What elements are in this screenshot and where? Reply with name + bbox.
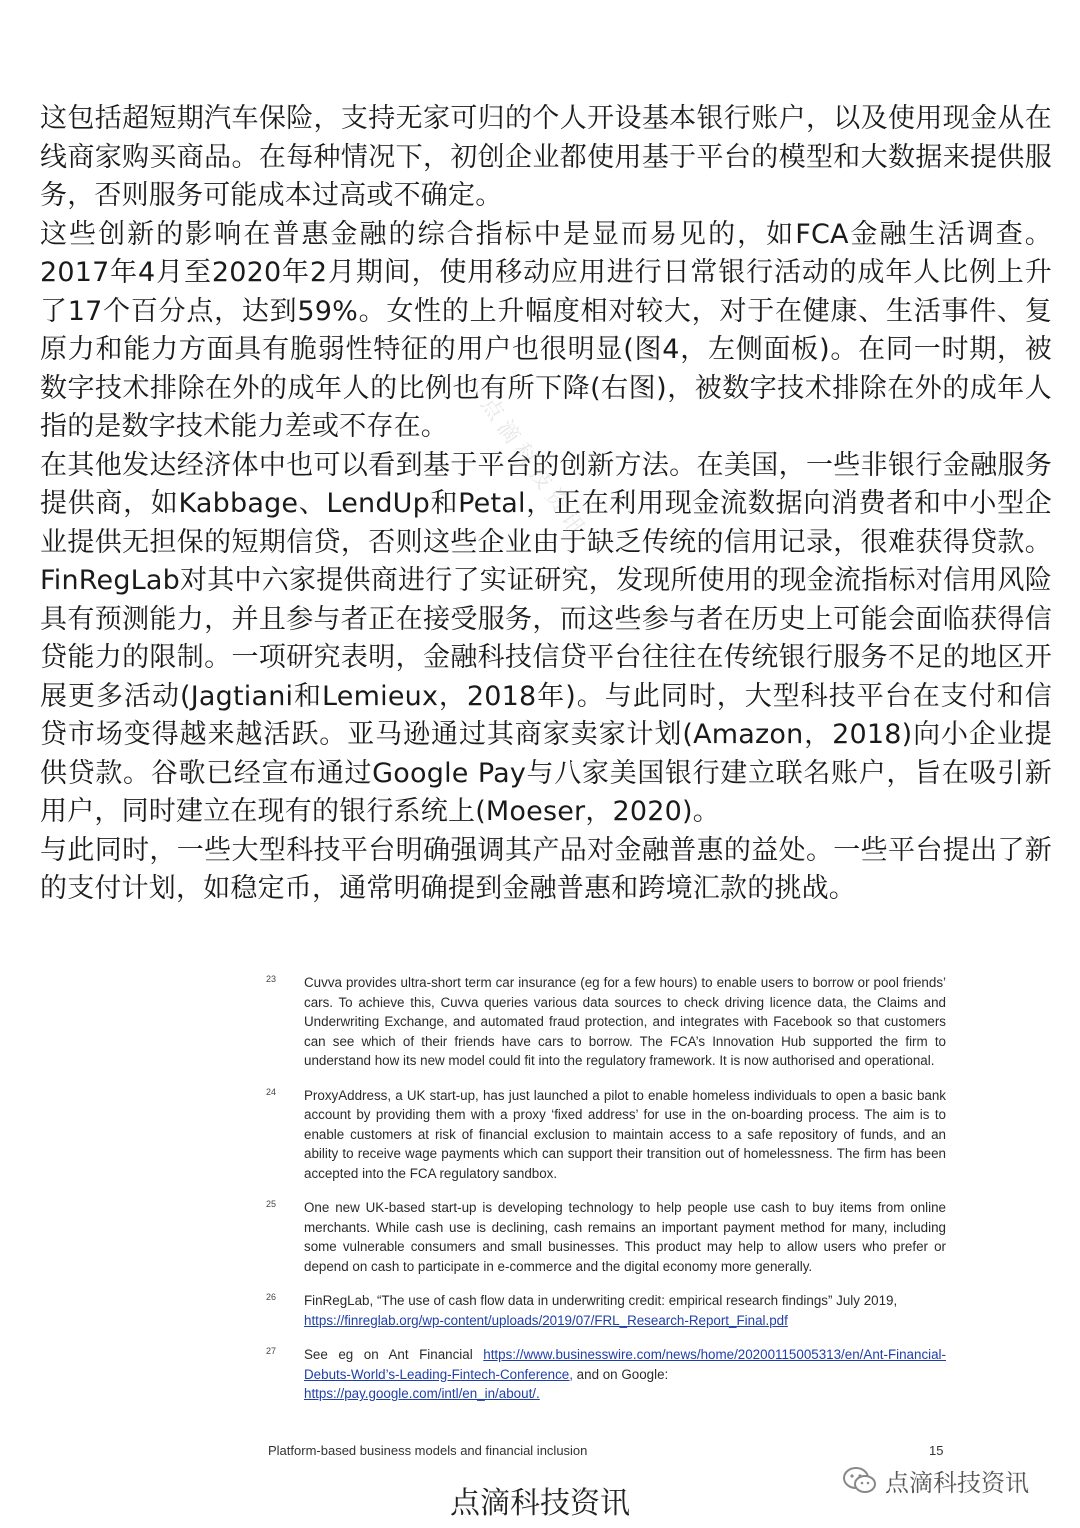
- footnote: [266, 1345, 946, 1404]
- paragraph: 这包括超短期汽车保险，支持无家可归的个人开设基本银行账户，以及使用现金从在线商家购买商品。在每种情况下，初创企业都使用基于平台的模型和大数据来提供服务，否则服务可能成本过高或不确定。: [40, 103, 1052, 211]
- paragraph: 这些创新的影响在普惠金融的综合指标中是显而易见的，如FCA金融生活调查。2017年4月至2020年2月期间，使用移动应用进行日常银行活动的成年人比例上升了17个百分点，达到59%。女性的上升幅度相对较大，对于在健康、生活事件、复原力和能力方面具有脆弱性特征的用户也很明显(图4，左侧面板)。在同一时期，被数字技术排除在外的成年人的比例也有所下降(右图)，被数字技术排除在外的成年人指的是数字技术能力差或不存在。: [40, 218, 1052, 442]
- footnote: [266, 973, 946, 1071]
- footnote-text: Cuvva provides ultra-short term car insurance (eg for a few hours) to enable users to borrow or pool friends’ cars. To achieve this, Cuvva queries various data sources to check driving licence data, the Claims and Underwriting Exchange, and automated fraud protection, and integrates with Facebook so that customers can see which of their friends have cars to borrow. The FCA’s Innovation Hub supported the firm to understand how its new model could fit into the regulatory framework. It is now authorised and operational.: [304, 975, 946, 1068]
- watermark-overlay: 点滴科技资讯: [475, 392, 593, 545]
- footnote-text: and on Google:: [576, 1366, 669, 1382]
- footnote-link[interactable]: https://www.businesswire.com/news/home/20200115005313/en/Ant-Financial-Debuts-World’s-Leading-Fintech-Conference,: [304, 1347, 946, 1382]
- footnotes: [266, 973, 946, 1419]
- wechat-account-name: 点滴科技资讯: [885, 1469, 1029, 1497]
- paragraph: 在其他发达经济体中也可以看到基于平台的创新方法。在美国，一些非银行金融服务提供商，如Kabbage、LendUp和Petal，正在利用现金流数据向消费者和中小型企业提供无担保的短期信贷，否则这些企业由于缺乏传统的信用记录，很难获得贷款。FinRegLab对其中六家提供商进行了实证研究，发现所使用的现金流指标对信用风险具有预测能力，并且参与者正在接受服务，而这些参与者在历史上可能会面临获得信贷能力的限制。一项研究表明，金融科技信贷平台往往在传统银行服务不足的地区开展更多活动(Jagtiani和Lemieux，2018年)。与此同时，大型科技平台在支付和信贷市场变得越来越活跃。亚马逊通过其商家卖家计划(Amazon，2018)向小企业提供贷款。谷歌已经宣布通过Google Pay与八家美国银行建立联名账户，旨在吸引新用户，同时建立在现有的银行系统上(Moeser，2020)。: [40, 449, 1052, 827]
- footnote-text: One new UK-based start-up is developing technology to help people use cash to buy items from online merchants. While cash use is declining, cash remains an important payment method for many, including some vulnerable consumers and small businesses. This product may help to allow users who prefer or depend on cash to participate in e-commerce and the digital economy more generally.: [304, 1200, 946, 1274]
- footnote-link[interactable]: https://finreglab.org/wp-content/uploads/2019/07/FRL_Research-Report_Final.pdf: [304, 1312, 788, 1328]
- footnote: [266, 1086, 946, 1184]
- footnote-link[interactable]: https://pay.google.com/intl/en_in/about/.: [304, 1386, 540, 1401]
- footnote-number: 27: [266, 1346, 277, 1356]
- bottom-title: 点滴科技资讯: [450, 1486, 630, 1521]
- footnote-number: 23: [266, 974, 277, 984]
- footnote-number: 24: [266, 1086, 277, 1097]
- page-number: 15: [929, 1443, 944, 1458]
- footnote-text: FinRegLab, “The use of cash flow data in underwriting credit: empirical research findings” July 2019,: [304, 1293, 898, 1308]
- footnote: [266, 1198, 946, 1276]
- footnote-number: 25: [266, 1199, 277, 1209]
- footnote-text: See eg on Ant Financial: [304, 1347, 473, 1362]
- footnote-number: 26: [266, 1292, 277, 1302]
- footnote: [266, 1291, 946, 1330]
- footnote-text: ProxyAddress, a UK start-up, has just launched a pilot to enable homeless individuals to open a basic bank account by providing them with a proxy ‘fixed address’ for use in the on-boarding process. The aim is to enable customers at risk of financial exclusion to maintain access to a safe repository of funds, and an ability to receive wage payments which can support their transition out of homelessness. The firm has been accepted into the FCA regulatory sandbox.: [304, 1087, 946, 1181]
- footer-title: Platform-based business models and financial inclusion: [268, 1443, 588, 1458]
- paragraph: 与此同时，一些大型科技平台明确强调其产品对金融普惠的益处。一些平台提出了新的支付计划，如稳定币，通常明确提到金融普惠和跨境汇款的挑战。: [40, 834, 1052, 904]
